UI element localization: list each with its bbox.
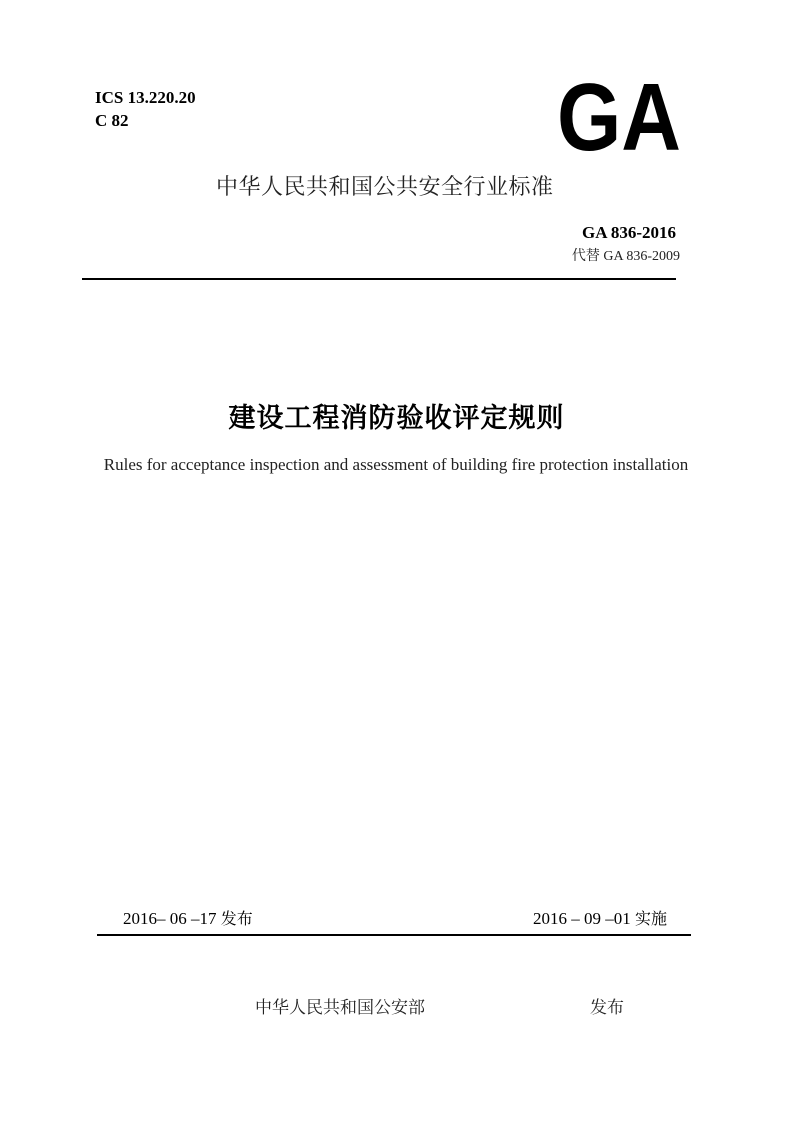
implementation-date: 2016 – 09 –01 [532, 909, 631, 928]
title-chinese: 建设工程消防验收评定规则 [228, 403, 565, 434]
issued-label: 发布 [590, 998, 624, 1018]
issue-date-line [123, 906, 253, 929]
bottom-divider [97, 934, 691, 936]
top-divider [82, 278, 676, 280]
standard-type: 中华人民共和国公共安全行业标准 [216, 175, 554, 200]
implementation-label: 实施 [634, 909, 667, 928]
issuing-authority: 中华人民共和国公安部 [255, 998, 425, 1018]
ga-logo [556, 64, 682, 171]
implementation-date-line [533, 906, 667, 929]
replaces-standard: 代替 GA 836-2009 [571, 249, 680, 264]
ga-logo-text: GA [557, 64, 681, 171]
title-english: Rules for acceptance inspection and assessment of building fire protection installation [103, 455, 689, 474]
standard-number: GA 836-2016 [582, 223, 676, 242]
issue-label: 发布 [220, 909, 253, 928]
issue-date: 2016– 06 –17 [123, 909, 217, 928]
ccs-code: C 82 [95, 111, 129, 130]
ics-code: ICS 13.220.20 [95, 88, 196, 107]
